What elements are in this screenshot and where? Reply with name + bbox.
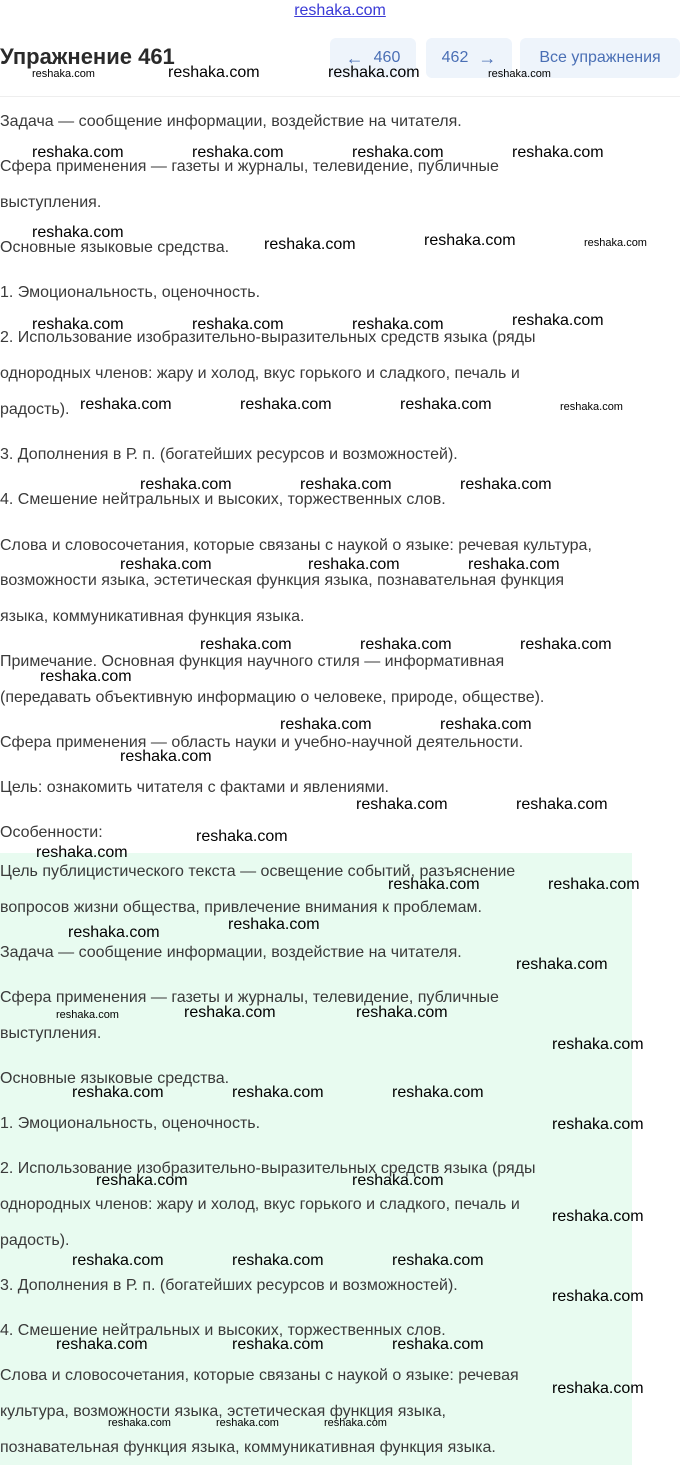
watermark: reshaka.com (232, 1252, 324, 1269)
watermark: reshaka.com (232, 1336, 324, 1353)
watermark: reshaka.com (392, 1252, 484, 1269)
watermark: reshaka.com (552, 1208, 644, 1225)
header-divider (0, 96, 680, 97)
solution-line: 1. Эмоциональность, оценочность. (0, 1115, 261, 1132)
text-line: радость). (0, 401, 70, 418)
watermark: reshaka.com (440, 716, 532, 733)
watermark: reshaka.com (196, 828, 288, 845)
watermark: reshaka.com (488, 68, 551, 80)
watermark: reshaka.com (468, 556, 560, 573)
watermark: reshaka.com (56, 1336, 148, 1353)
solution-line: однородных членов: жару и холод, вкус горького и сладкого, печаль и (0, 1196, 520, 1213)
watermark: reshaka.com (72, 1084, 164, 1101)
watermark: reshaka.com (72, 1252, 164, 1269)
watermark: reshaka.com (68, 924, 160, 941)
text-line: 2. Использование изобразительно-выразительных средств языка (ряды (0, 329, 536, 346)
watermark: reshaka.com (200, 636, 292, 653)
watermark: reshaka.com (460, 476, 552, 493)
watermark: reshaka.com (516, 796, 608, 813)
watermark: reshaka.com (516, 956, 608, 973)
text-line: Сфера применения — газеты и журналы, телевидение, публичные (0, 158, 499, 175)
text-line: Цель: ознакомить читателя с фактами и явлениями. (0, 779, 389, 796)
watermark: reshaka.com (520, 636, 612, 653)
watermark: reshaka.com (96, 1172, 188, 1189)
watermark: reshaka.com (140, 476, 232, 493)
solution-line: Слова и словосочетания, которые связаны с наукой о языке: речевая (0, 1367, 519, 1384)
watermark: reshaka.com (400, 396, 492, 413)
text-line: 1. Эмоциональность, оценочность. (0, 284, 261, 301)
watermark: reshaka.com (352, 144, 444, 161)
text-line: 3. Дополнения в Р. п. (богатейших ресурсов и возможностей). (0, 446, 458, 463)
watermark: reshaka.com (232, 1084, 324, 1101)
watermark: reshaka.com (192, 144, 284, 161)
watermark: reshaka.com (512, 144, 604, 161)
watermark: reshaka.com (228, 916, 320, 933)
watermark: reshaka.com (324, 1417, 387, 1429)
watermark: reshaka.com (352, 316, 444, 333)
watermark: reshaka.com (552, 1380, 644, 1397)
watermark: reshaka.com (192, 316, 284, 333)
watermark: reshaka.com (560, 401, 623, 413)
watermark: reshaka.com (512, 312, 604, 329)
arrow-right-icon: → (478, 47, 497, 68)
solution-line: познавательная функция языка, коммуникативная функция языка. (0, 1439, 496, 1456)
text-line: выступления. (0, 194, 102, 211)
solution-line: Цель публицистического текста — освещение событий, разъяснение (0, 863, 516, 880)
watermark: reshaka.com (548, 876, 640, 893)
solution-line: Задача — сообщение информации, воздействие на читателя. (0, 944, 462, 961)
watermark: reshaka.com (388, 876, 480, 893)
text-line: однородных членов: жару и холод, вкус горького и сладкого, печаль и (0, 365, 520, 382)
watermark: reshaka.com (392, 1336, 484, 1353)
watermark: reshaka.com (356, 796, 448, 813)
watermark: reshaka.com (32, 144, 124, 161)
watermark: reshaka.com (424, 232, 516, 249)
solution-line: Основные языковые средства. (0, 1070, 230, 1087)
solution-line: 3. Дополнения в Р. п. (богатейших ресурсов и возможностей). (0, 1277, 458, 1294)
watermark: reshaka.com (352, 1172, 444, 1189)
watermark: reshaka.com (552, 1036, 644, 1053)
arrow-left-icon: ← (345, 47, 364, 68)
watermark: reshaka.com (120, 556, 212, 573)
text-line: Сфера применения — область науки и учебно-научной деятельности. (0, 734, 524, 751)
watermark: reshaka.com (328, 64, 420, 81)
watermark: reshaka.com (216, 1417, 279, 1429)
watermark: reshaka.com (168, 64, 260, 81)
watermark: reshaka.com (32, 68, 95, 80)
watermark: reshaka.com (584, 237, 647, 249)
text-line: возможности языка, эстетическая функция языка, познавательная функция (0, 572, 565, 589)
text-line: 4. Смешение нейтральных и высоких, торжественных слов. (0, 491, 446, 508)
solution-line: 4. Смешение нейтральных и высоких, торжественных слов. (0, 1322, 446, 1339)
solution-line: выступления. (0, 1025, 102, 1042)
watermark: reshaka.com (552, 1288, 644, 1305)
watermark: reshaka.com (280, 716, 372, 733)
watermark: reshaka.com (120, 748, 212, 765)
watermark: reshaka.com (80, 396, 172, 413)
text-line: Основные языковые средства. (0, 239, 230, 256)
site-link[interactable]: reshaka.com (294, 2, 386, 19)
watermark: reshaka.com (300, 476, 392, 493)
watermark: reshaka.com (360, 636, 452, 653)
page-title: Упражнение 461 (0, 44, 175, 69)
solution-line: радость). (0, 1232, 70, 1249)
text-line: Особенности: (0, 824, 103, 841)
watermark: reshaka.com (264, 236, 356, 253)
watermark: reshaka.com (356, 1004, 448, 1021)
watermark: reshaka.com (184, 1004, 276, 1021)
solution-line: 2. Использование изобразительно-выразительных средств языка (ряды (0, 1160, 536, 1177)
watermark: reshaka.com (392, 1084, 484, 1101)
all-exercises-label: Все упражнения (539, 49, 661, 66)
watermark: reshaka.com (32, 224, 124, 241)
watermark: reshaka.com (308, 556, 400, 573)
text-line: Задача — сообщение информации, воздействие на читателя. (0, 113, 462, 130)
text-line: Примечание. Основная функция научного стиля — информативная (0, 653, 505, 670)
solution-line: вопросов жизни общества, привлечение внимания к проблемам. (0, 899, 482, 916)
watermark: reshaka.com (240, 396, 332, 413)
watermark: reshaka.com (40, 668, 132, 685)
watermark: reshaka.com (32, 316, 124, 333)
text-line: языка, коммуникативная функция языка. (0, 608, 305, 625)
watermark: reshaka.com (56, 1009, 119, 1021)
watermark: reshaka.com (36, 844, 128, 861)
watermark: reshaka.com (552, 1116, 644, 1133)
prev-exercise-label: 460 (373, 49, 401, 66)
watermark: reshaka.com (108, 1417, 171, 1429)
solution-line: культура, возможности языка, эстетическая функция языка, (0, 1403, 446, 1420)
solution-line: Сфера применения — газеты и журналы, телевидение, публичные (0, 989, 499, 1006)
next-exercise-label: 462 (441, 49, 469, 66)
text-line: (передавать объективную информацию о человеке, природе, обществе). (0, 689, 545, 706)
text-line: Слова и словосочетания, которые связаны с наукой о языке: речевая культура, (0, 537, 592, 554)
